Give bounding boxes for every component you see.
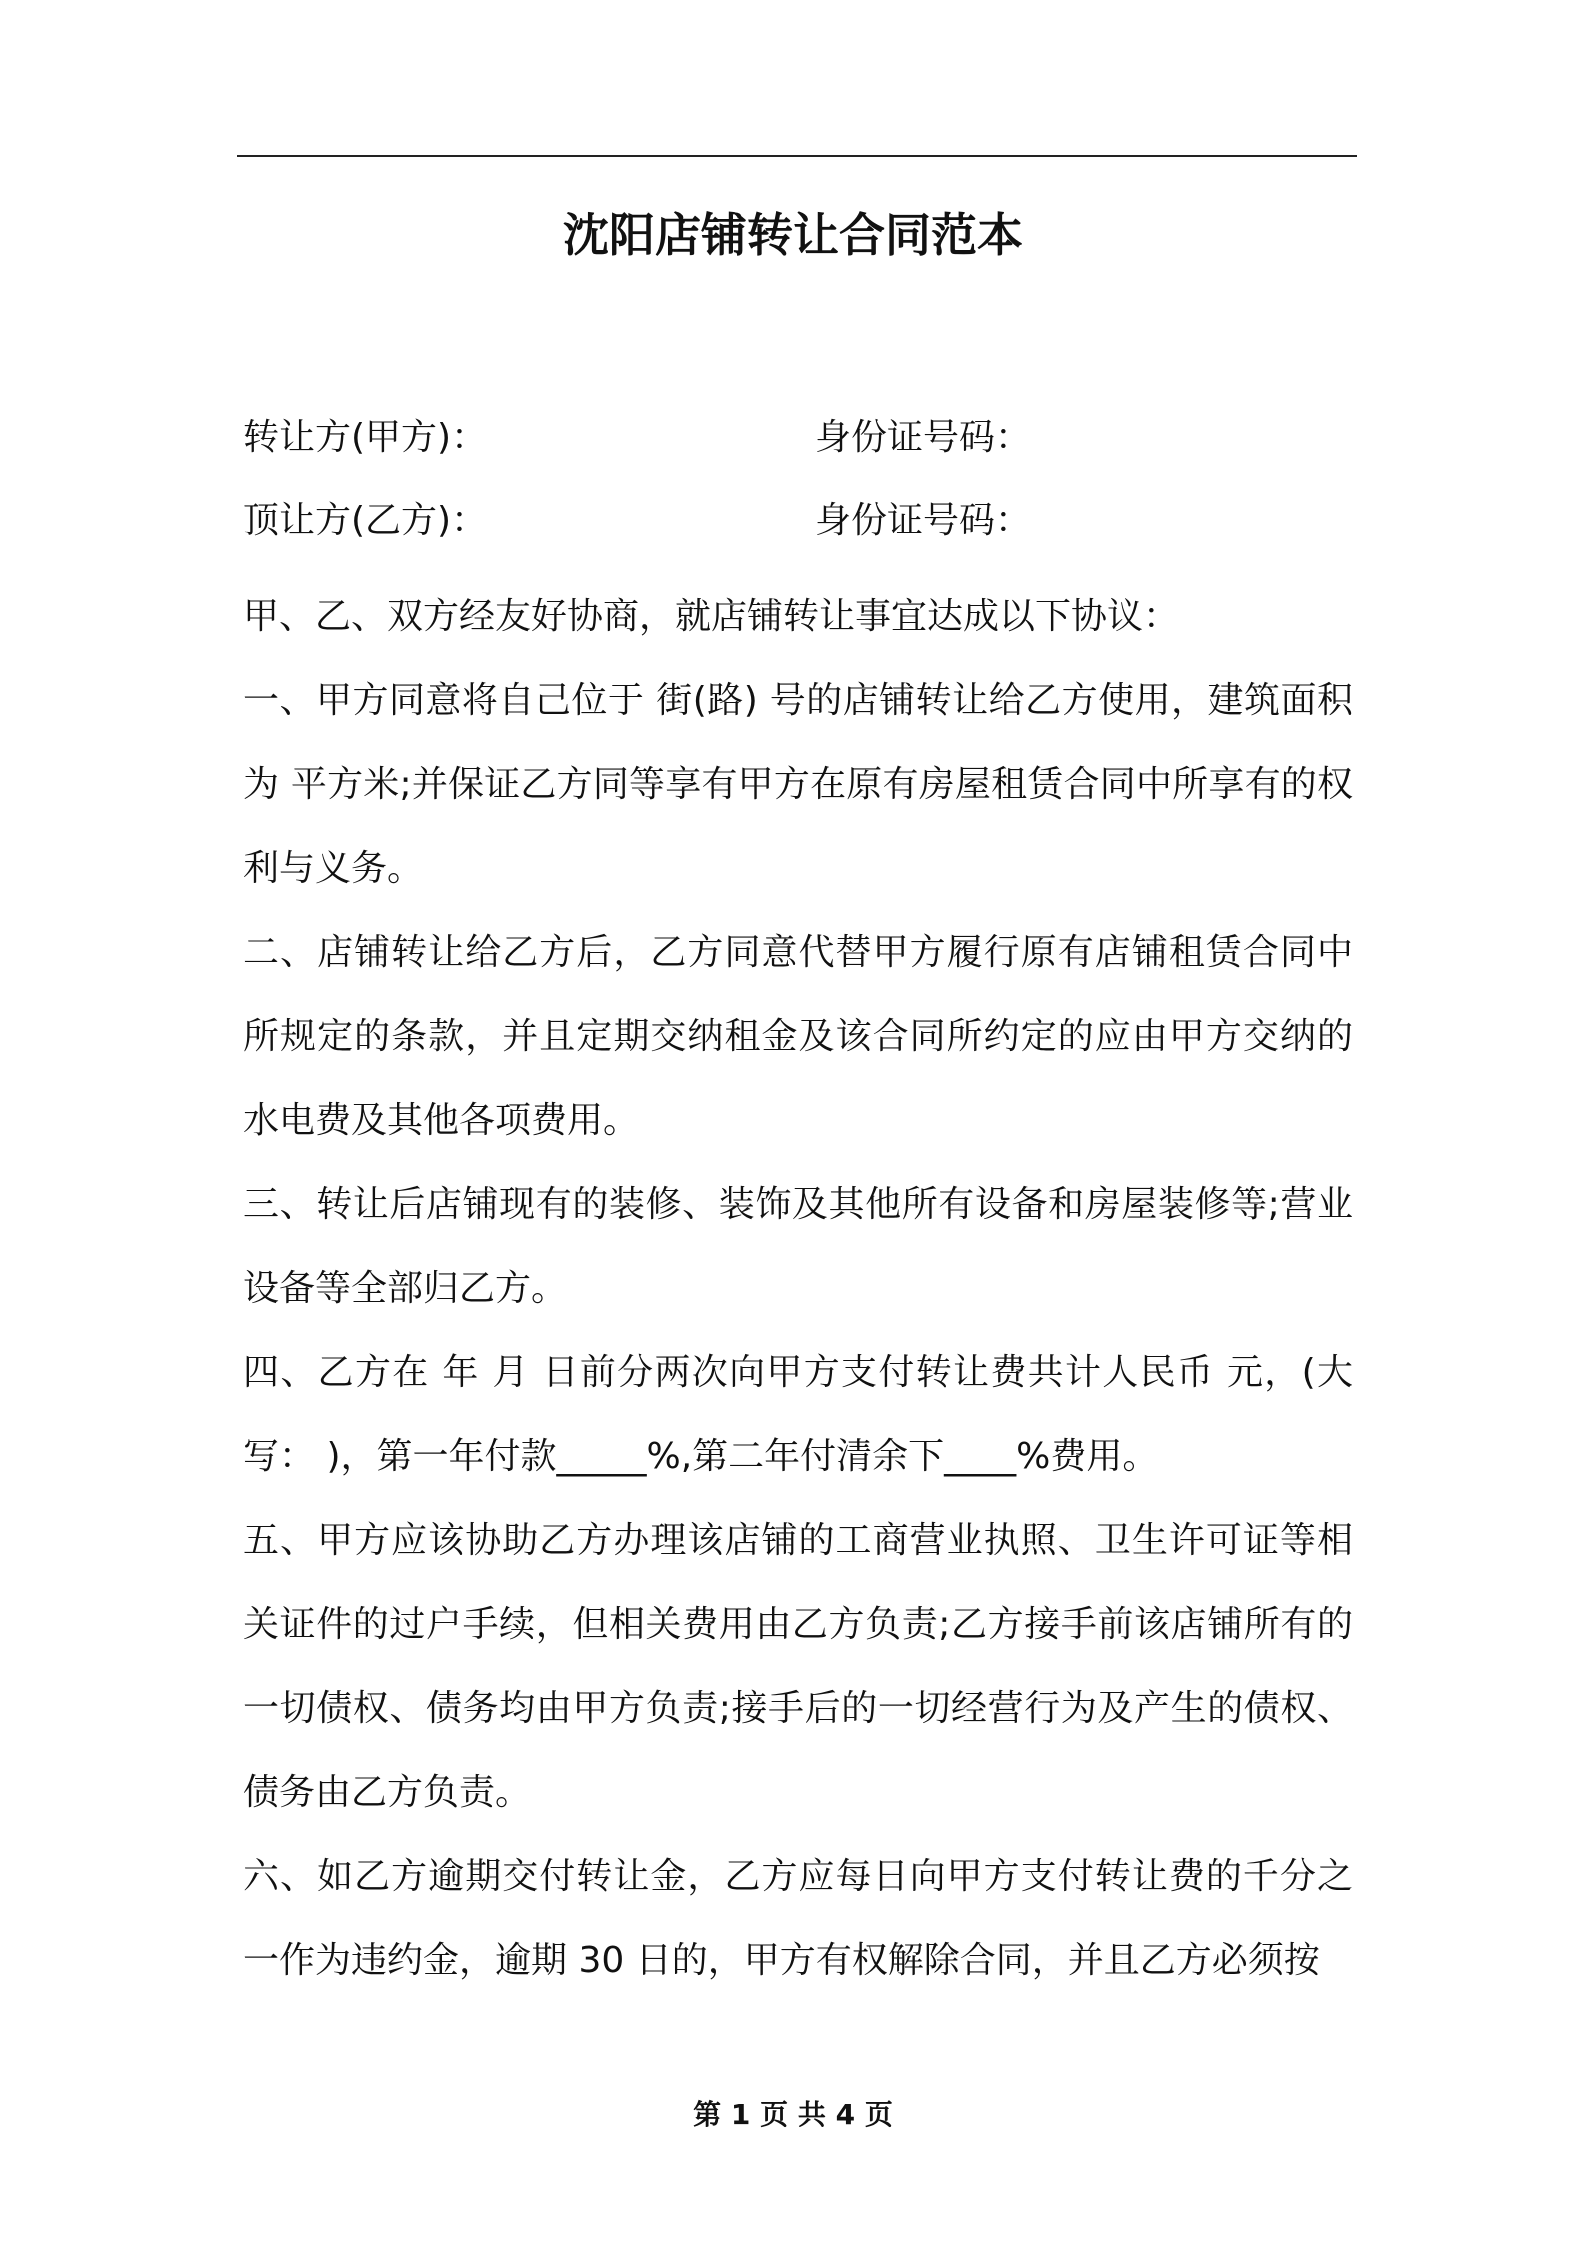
clause-6: 六、如乙方逾期交付转让金，乙方应每日向甲方支付转让费的千分之一作为违约金，逾期 30 日的，甲方有权解除合同，并且乙方必须按 bbox=[243, 1856, 1353, 1981]
transferor-id-label: 身份证号码： bbox=[815, 417, 1032, 458]
transferee-label: 顶让方(乙方)： bbox=[243, 500, 488, 541]
transferor-label: 转让方(甲方)： bbox=[243, 417, 488, 458]
clause-2: 二、店铺转让给乙方后，乙方同意代替甲方履行原有店铺租赁合同中所规定的条款，并且定期交纳租金及该合同所约定的应由甲方交纳的水电费及其他各项费用。 bbox=[243, 932, 1353, 1141]
intro-paragraph: 甲、乙、双方经友好协商，就店铺转让事宜达成以下协议： bbox=[243, 596, 1180, 637]
transferee-id-label: 身份证号码： bbox=[815, 500, 1032, 541]
clause-4: 四、乙方在 年 月 日前分两次向甲方支付转让费共计人民币 元，(大写： )，第一年付款_____%,第二年付清余下____%费用。 bbox=[243, 1352, 1353, 1477]
contract-body bbox=[243, 575, 1353, 2003]
transferor-row bbox=[243, 408, 1353, 468]
transferee-row bbox=[243, 491, 1353, 551]
header-rule bbox=[237, 155, 1357, 157]
page-number-footer: 第 1 页 共 4 页 bbox=[693, 2098, 893, 2131]
clause-1: 一、甲方同意将自己位于 街(路) 号的店铺转让给乙方使用，建筑面积为 平方米;并保证乙方同等享有甲方在原有房屋租赁合同中所享有的权利与义务。 bbox=[243, 680, 1353, 889]
document-title: 沈阳店铺转让合同范本 bbox=[563, 208, 1023, 262]
clause-3: 三、转让后店铺现有的装修、装饰及其他所有设备和房屋装修等;营业设备等全部归乙方。 bbox=[243, 1184, 1353, 1309]
clause-5: 五、甲方应该协助乙方办理该店铺的工商营业执照、卫生许可证等相关证件的过户手续，但相关费用由乙方负责;乙方接手前该店铺所有的一切债权、债务均由甲方负责;接手后的一切经营行为及产生的债权、债务由乙方负责。 bbox=[243, 1520, 1353, 1813]
